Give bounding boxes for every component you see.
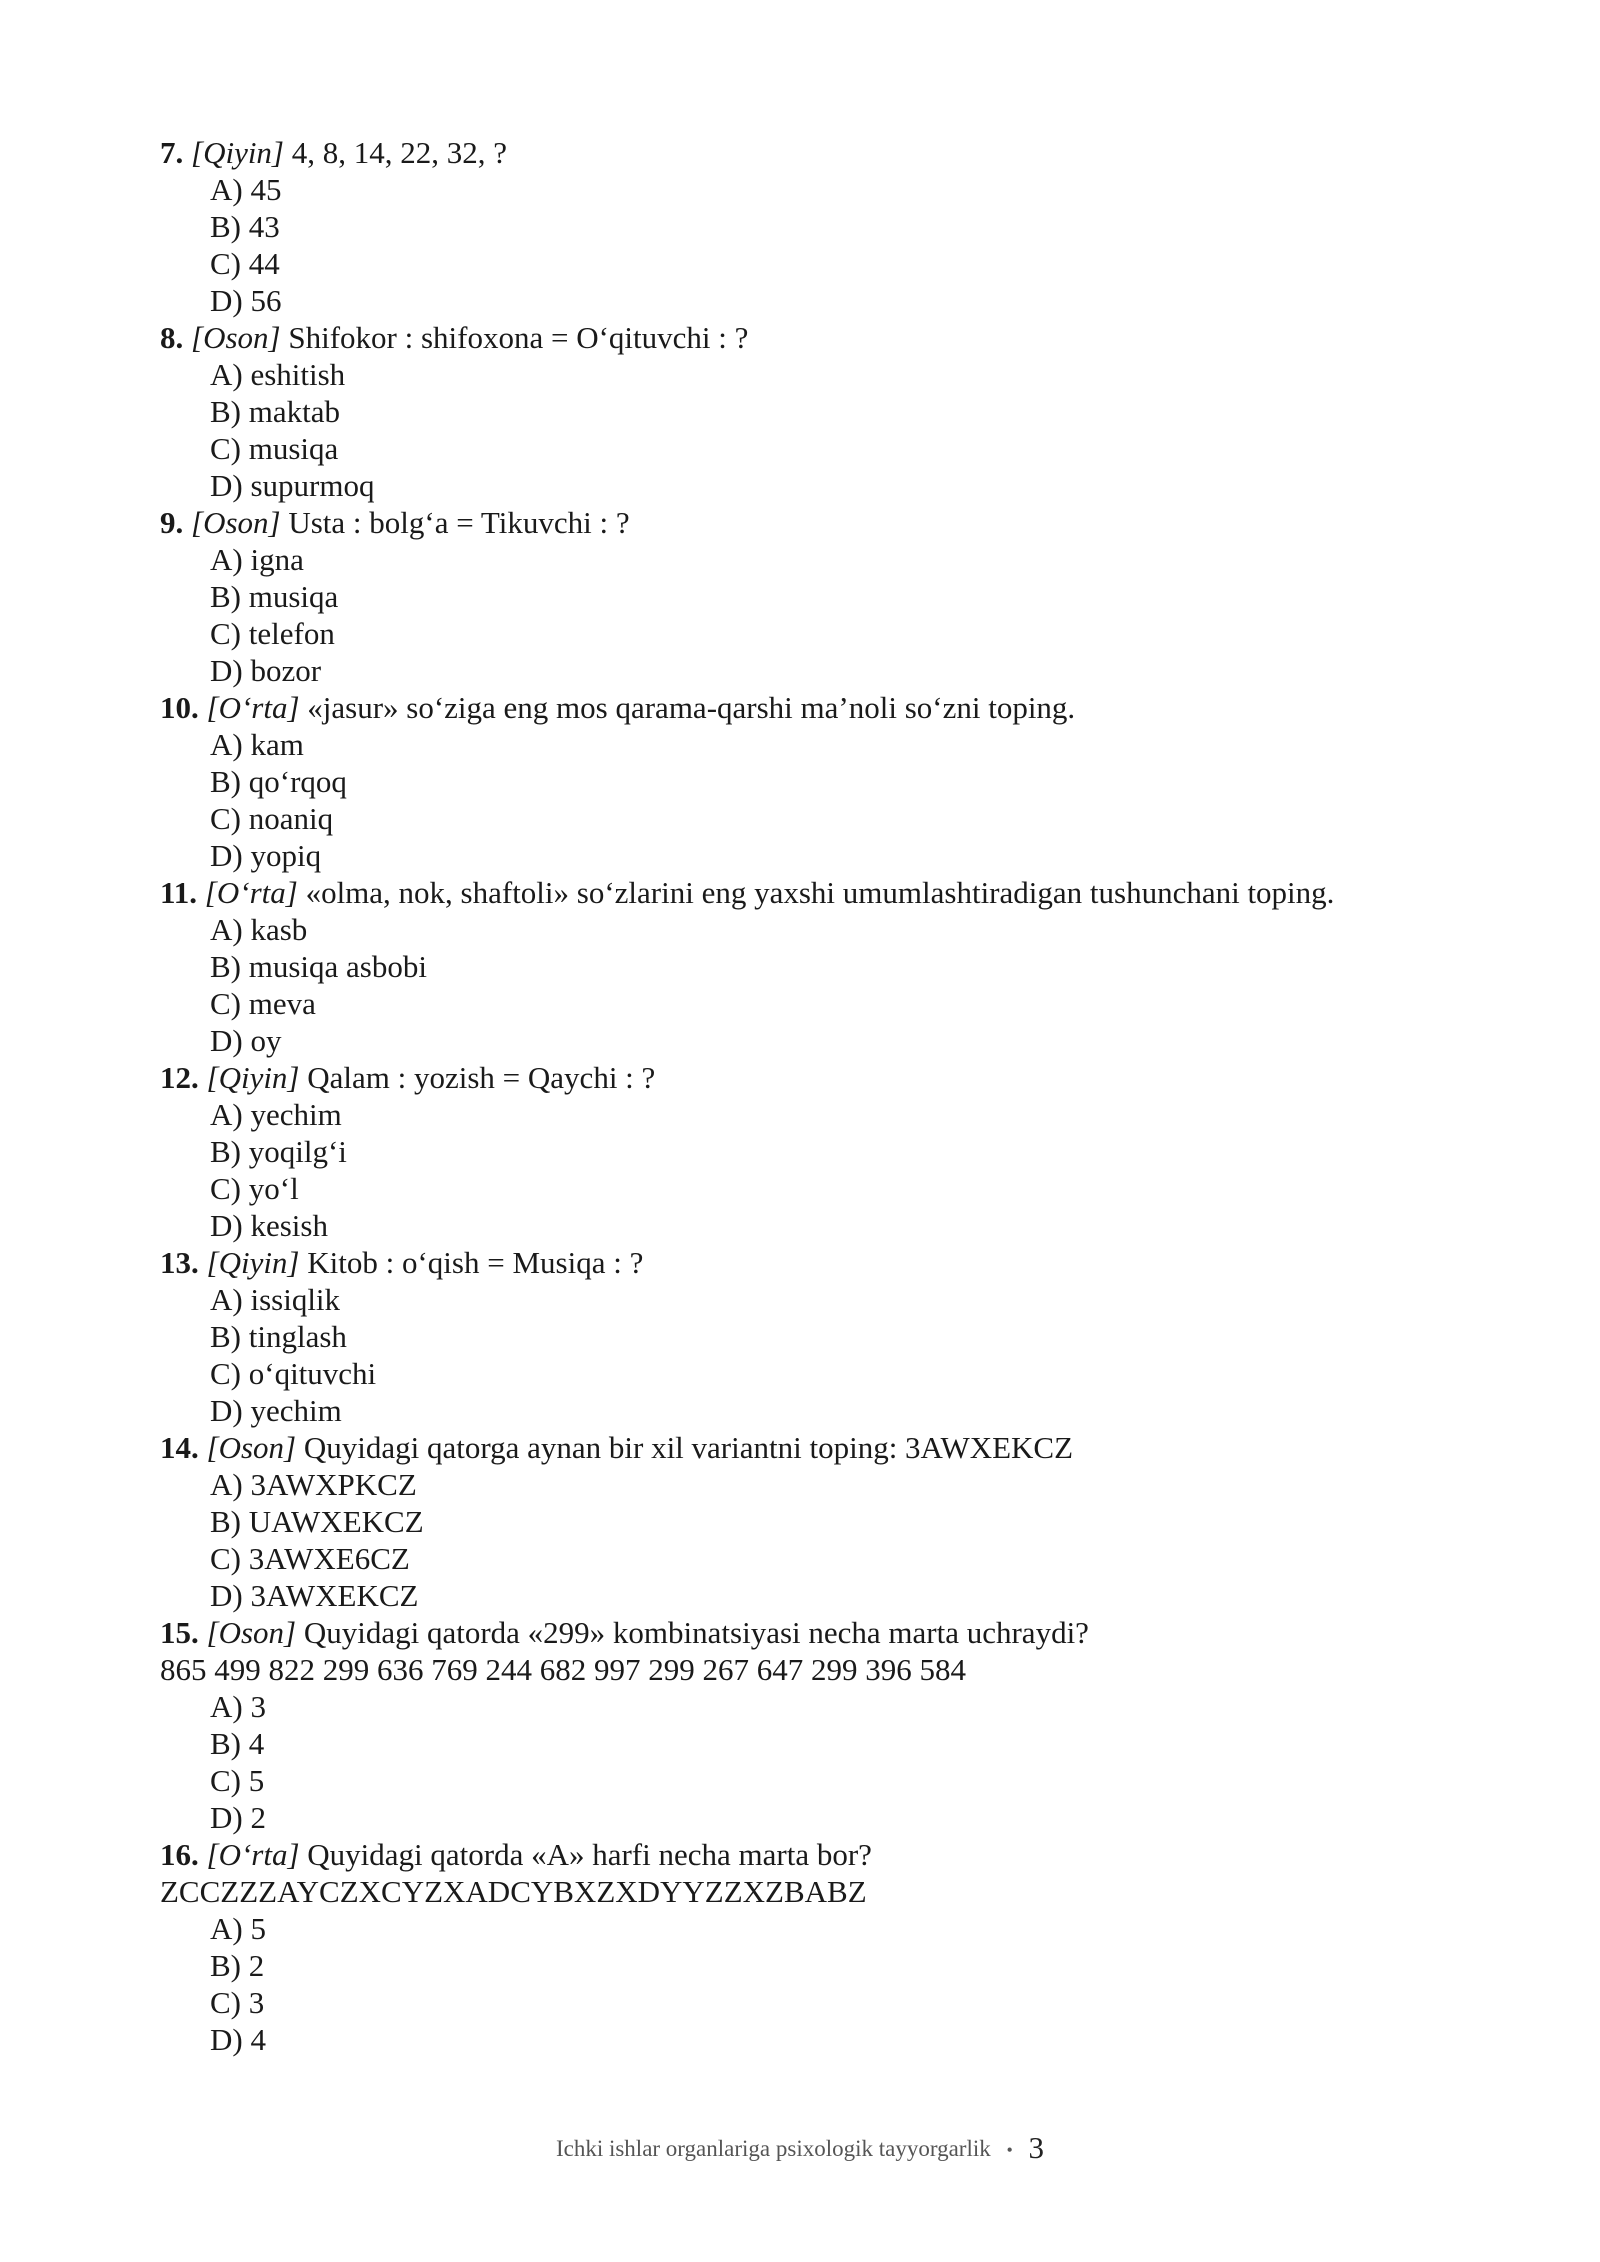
- answer-option: A) 5: [210, 1911, 266, 1946]
- question-number: 14.: [160, 1430, 199, 1465]
- question-block: [160, 1429, 1460, 1614]
- question-line: [160, 1059, 1460, 1096]
- question-line: [160, 689, 1460, 726]
- question-block: [160, 1244, 1460, 1429]
- answer-option: D) 56: [210, 283, 282, 318]
- answer-option: C) meva: [210, 986, 316, 1021]
- answer-option: A) 3AWXPKCZ: [210, 1467, 417, 1502]
- answer-option: B) musiqa: [210, 579, 339, 614]
- answer-option: C) musiqa: [210, 431, 339, 466]
- question-text: «olma, nok, shaftoli» so‘zlarini eng yaxshi umumlashtiradigan tushunchani toping.: [305, 875, 1335, 910]
- question-line: [160, 874, 1460, 911]
- number-sequence: 865 499 822 299 636 769 244 682 997 299 267 647 299 396 584: [160, 1652, 966, 1687]
- difficulty-label: [Oson]: [191, 320, 281, 355]
- answer-option: D) 3AWXEKCZ: [210, 1578, 419, 1613]
- answer-option: A) 45: [210, 172, 282, 207]
- question-block: [160, 1836, 1460, 2058]
- question-line: [160, 134, 1460, 171]
- footer-title: Ichki ishlar organlariga psixologik tayyorgarlik: [555, 2136, 991, 2161]
- question-number: 13.: [160, 1245, 199, 1280]
- question-block: [160, 689, 1460, 874]
- answer-option: C) o‘qituvchi: [210, 1356, 377, 1391]
- difficulty-label: [Qiyin]: [191, 135, 284, 170]
- answer-option: B) 43: [210, 209, 280, 244]
- answer-option: C) 5: [210, 1763, 265, 1798]
- question-line: [160, 1836, 1460, 1873]
- question-text: Qalam : yozish = Qaychi : ?: [307, 1060, 656, 1095]
- question-number: 11.: [160, 875, 198, 910]
- answer-option: A) kasb: [210, 912, 308, 947]
- answer-option: B) musiqa asbobi: [210, 949, 427, 984]
- difficulty-label: [O‘rta]: [206, 690, 300, 725]
- letter-sequence: ZCCZZZAYCZXCYZXADCYBXZXDYYZZXZBABZ: [160, 1874, 867, 1909]
- question-line: [160, 1429, 1460, 1466]
- page-number: 3: [1028, 2130, 1045, 2165]
- answer-option: C) 44: [210, 246, 280, 281]
- question-block: [160, 134, 1460, 319]
- question-number: 16.: [160, 1837, 199, 1872]
- question-text: Quyidagi qatorda «A» harfi necha marta bor?: [307, 1837, 872, 1872]
- question-number: 10.: [160, 690, 199, 725]
- answer-option: A) eshitish: [210, 357, 346, 392]
- question-block: [160, 1059, 1460, 1244]
- difficulty-label: [Qiyin]: [206, 1245, 300, 1280]
- answer-option: D) 2: [210, 1800, 266, 1835]
- answer-option: A) yechim: [210, 1097, 342, 1132]
- question-text: Quyidagi qatorga aynan bir xil variantni toping: 3AWXEKCZ: [303, 1430, 1074, 1465]
- footer-separator: •: [1006, 2140, 1013, 2161]
- answer-option: A) issiqlik: [210, 1282, 341, 1317]
- question-number: 12.: [160, 1060, 199, 1095]
- difficulty-label: [O‘rta]: [206, 1837, 300, 1872]
- answer-option: B) yoqilg‘i: [210, 1134, 347, 1169]
- difficulty-label: [Qiyin]: [206, 1060, 300, 1095]
- question-number: 15.: [160, 1615, 199, 1650]
- page-footer: [0, 2130, 1600, 2166]
- answer-option: A) igna: [210, 542, 304, 577]
- answer-option: A) 3: [210, 1689, 266, 1724]
- question-text: Kitob : o‘qish = Musiqa : ?: [307, 1245, 644, 1280]
- question-block: [160, 1614, 1460, 1836]
- answer-option: C) yo‘l: [210, 1171, 299, 1206]
- answer-option: B) 4: [210, 1726, 265, 1761]
- question-line: [160, 319, 1460, 356]
- answer-option: D) yopiq: [210, 838, 322, 873]
- answer-option: B) qo‘rqoq: [210, 764, 347, 799]
- difficulty-label: [Oson]: [206, 1430, 297, 1465]
- answer-option: C) 3AWXE6CZ: [210, 1541, 410, 1576]
- answer-option: D) 4: [210, 2022, 266, 2057]
- question-block: [160, 319, 1460, 504]
- question-block: [160, 504, 1460, 689]
- answer-option: C) telefon: [210, 616, 335, 651]
- difficulty-label: [Oson]: [206, 1615, 297, 1650]
- question-text: Quyidagi qatorda «299» kombinatsiyasi necha marta uchraydi?: [303, 1615, 1089, 1650]
- question-number: 9.: [160, 505, 184, 540]
- answer-option: A) kam: [210, 727, 304, 762]
- question-text: Usta : bolg‘a = Tikuvchi : ?: [288, 505, 630, 540]
- question-text: «jasur» so‘ziga eng mos qarama-qarshi ma’noli so‘zni toping.: [307, 690, 1076, 725]
- answer-option: B) UAWXEKCZ: [210, 1504, 424, 1539]
- answer-option: C) noaniq: [210, 801, 334, 836]
- answer-option: D) supurmoq: [210, 468, 375, 503]
- question-number: 8.: [160, 320, 184, 355]
- answer-option: D) bozor: [210, 653, 322, 688]
- question-list: [160, 134, 1460, 2058]
- question-line: [160, 1614, 1460, 1651]
- answer-option: C) 3: [210, 1985, 265, 2020]
- answer-option: D) yechim: [210, 1393, 342, 1428]
- question-block: [160, 874, 1460, 1059]
- difficulty-label: [Oson]: [191, 505, 281, 540]
- answer-option: D) kesish: [210, 1208, 328, 1243]
- question-number: 7.: [160, 135, 184, 170]
- question-text: 4, 8, 14, 22, 32, ?: [291, 135, 508, 170]
- question-text: Shifokor : shifoxona = O‘qituvchi : ?: [288, 320, 749, 355]
- answer-option: D) oy: [210, 1023, 282, 1058]
- question-line: [160, 1244, 1460, 1281]
- difficulty-label: [O‘rta]: [204, 875, 298, 910]
- answer-option: B) 2: [210, 1948, 265, 1983]
- answer-option: B) maktab: [210, 394, 340, 429]
- question-line: [160, 504, 1460, 541]
- answer-option: B) tinglash: [210, 1319, 347, 1354]
